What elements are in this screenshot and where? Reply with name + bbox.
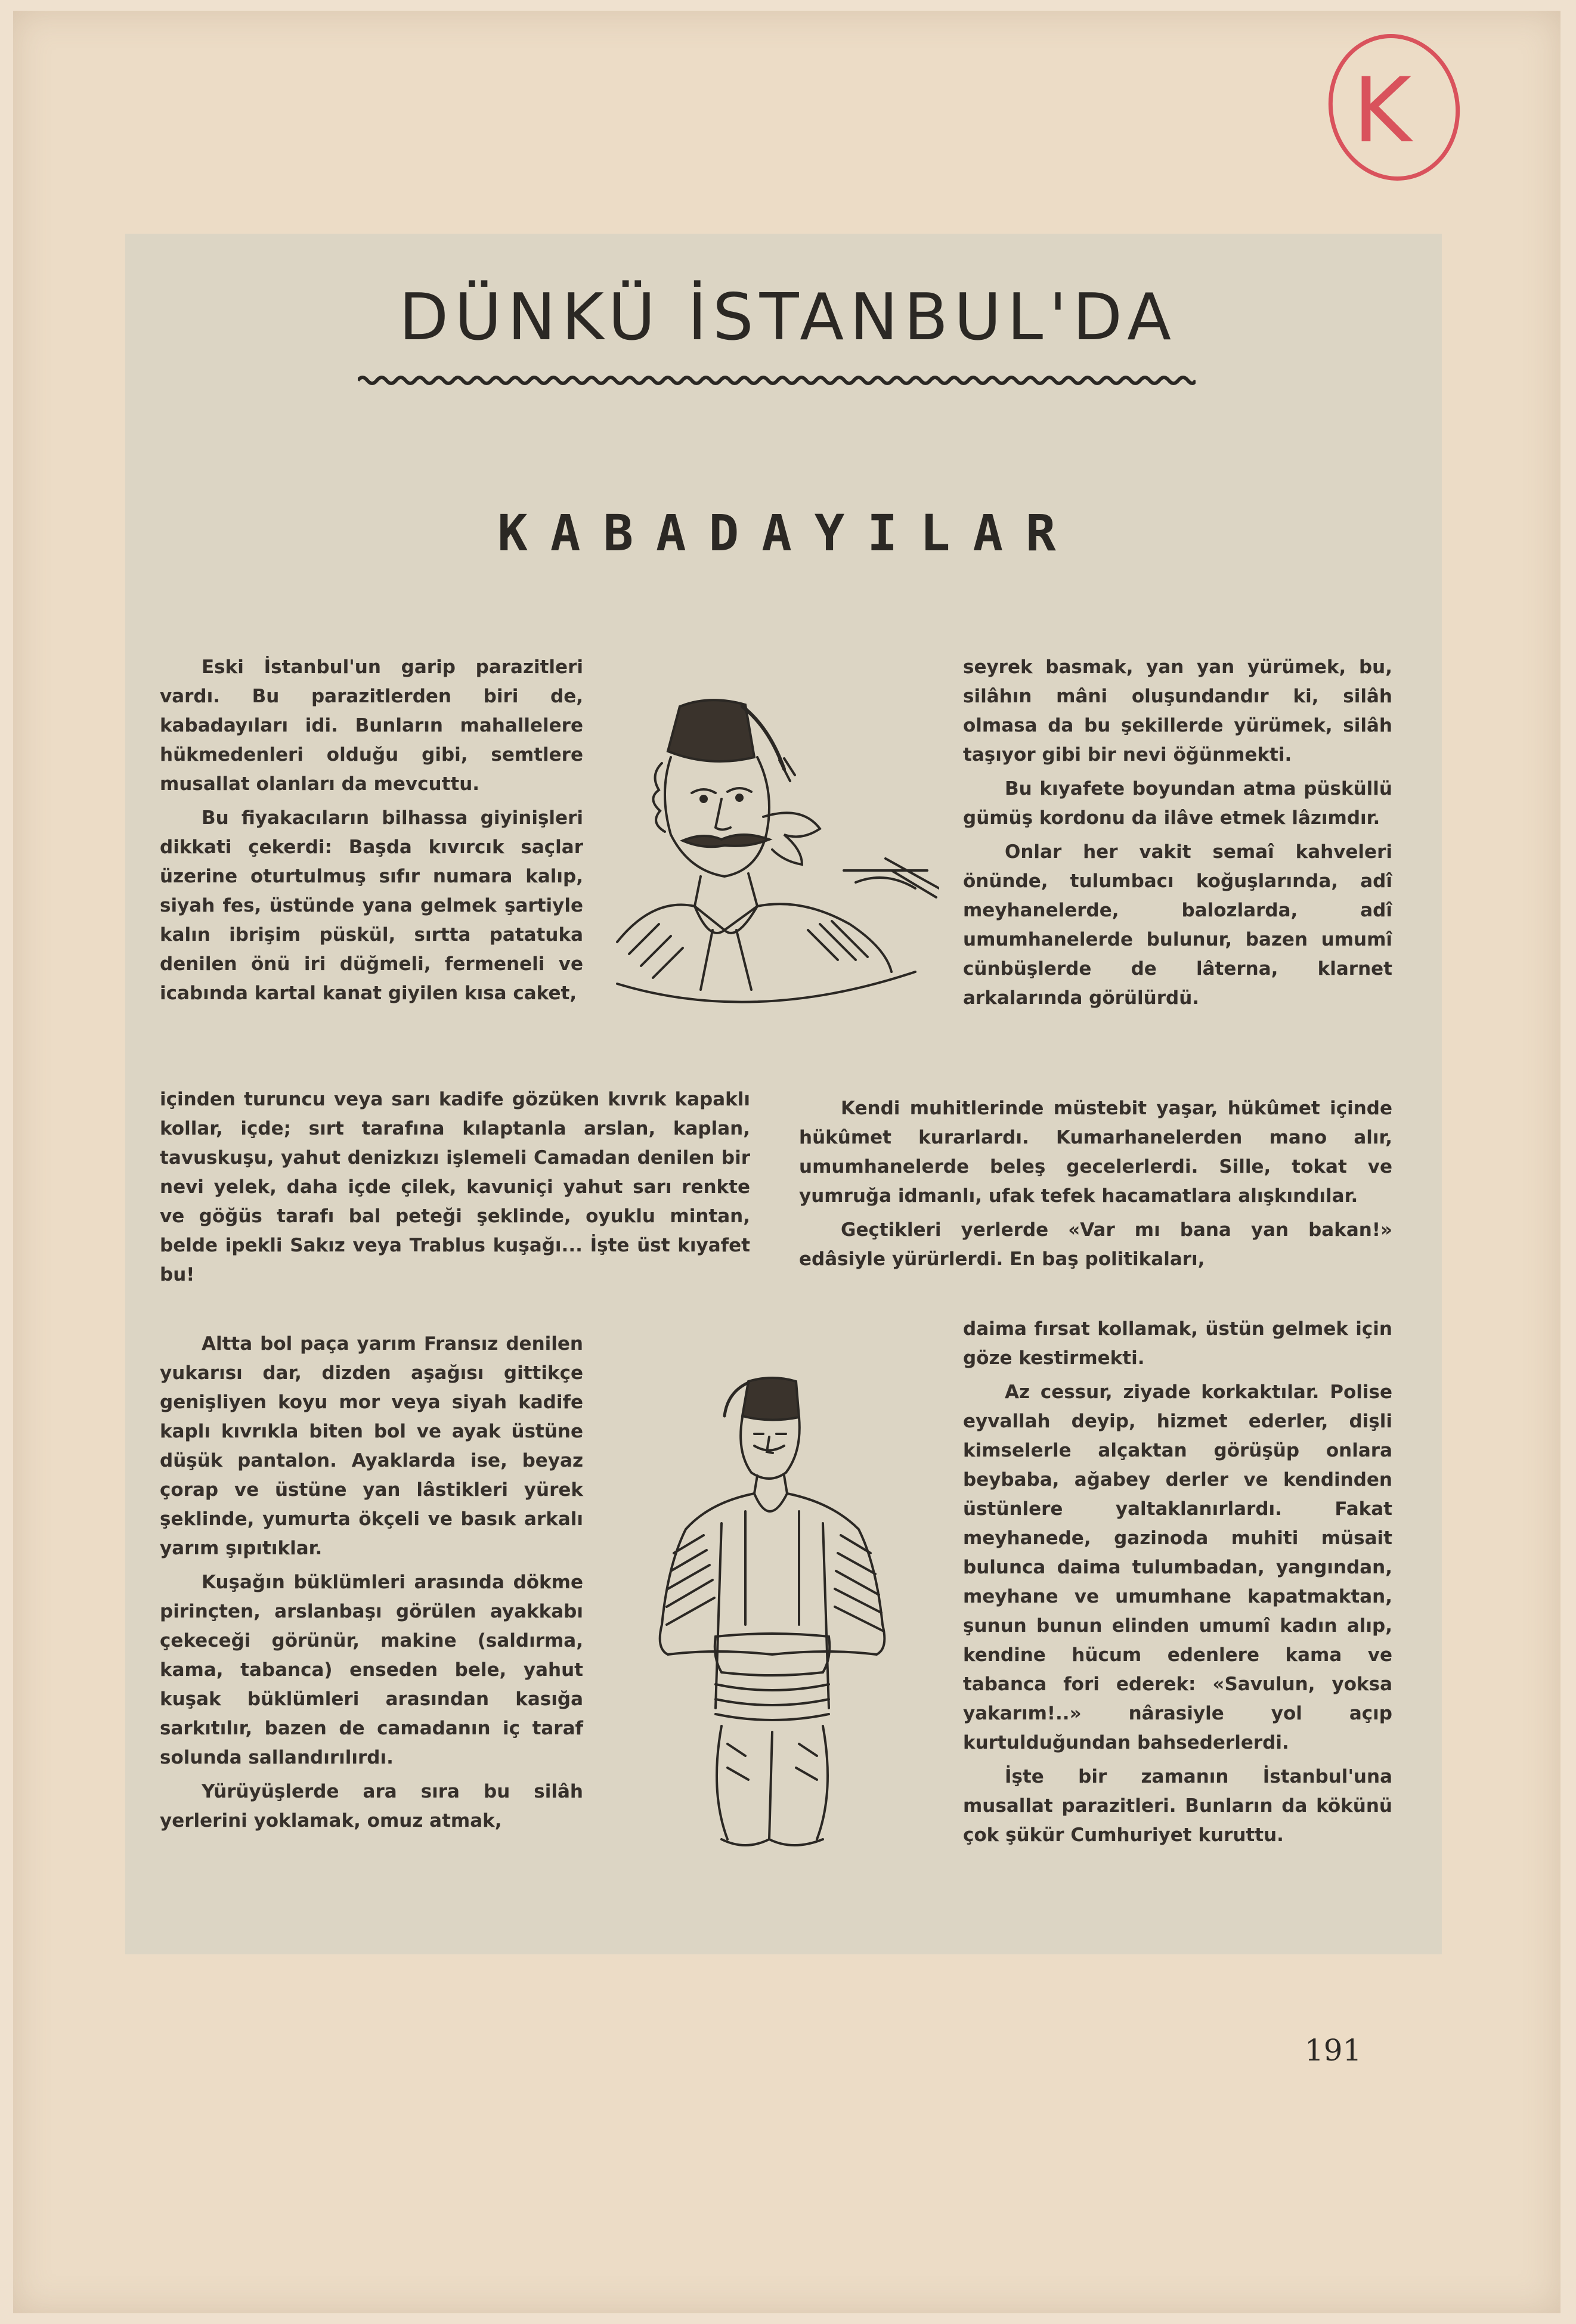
paragraph: daima fırsat kollamak, üstün gelmek için göze kestirmekti. [963, 1318, 1392, 1369]
paragraph: seyrek basmak, yan yan yürümek, bu, silâhın mâni oluşundandır ki, silâh olmasa da bu şekillerde yürümek, silâh taşıyor gibi bir nevi öğünmekti. [963, 656, 1392, 766]
paragraph: Bu kıyafete boyundan atma püsküllü gümüş kordonu da ilâve etmek lâzımdır. [963, 778, 1392, 829]
paragraph: Az cessur, ziyade korkaktılar. Polise eyvallah deyip, hizmet ederler, dişli kimselerle alçaktan görüşüp onlara beybaba, ağabey derler ve kendinden üstünlere yaltaklanırlardı. Fakat meyhanede, gazinoda muhiti müsait bulunca daima tulumbadan, yangından, meyhane ve umumhane kapatmaktan, şunun bunun elinden umumî kadın alıp, kendine hücum edenlere kama ve tabanca fori ederek: «Savulun, yoksa yakarım!..» nârasiyle yol açıp kurtulduğundan bahsederlerdi. [963, 1381, 1392, 1753]
paragraph: Onlar her vakit semaî kahveleri önünde, tulumbacı koğuşlarında, adî meyhanelerde, balozlarda, adî umumhanelerde bulunur, bazen umumî cünbüşlerde de lâterna, klarnet arkalarında görülürdü. [963, 841, 1392, 1009]
page-number: 191 [1305, 2033, 1362, 2068]
article-subtitle: KABADAYILAR [497, 504, 1079, 562]
paragraph: Kuşağın büklümleri arasında dökme pirinçten, arslanbaşı görülen ayakkabı çekeceği görünür, makine (saldırma, kama, tabanca) enseden bele, yahut kuşak büklümleri arasından kasığa sarkıtılır, bazen de camadanın iç taraf solunda sallandırılırdı. [160, 1572, 583, 1768]
paragraph: Geçtikleri yerlerde «Var mı bana yan bakan!» edâsiyle yürürlerdi. En baş politikaları, [799, 1219, 1392, 1270]
paragraph: Eski İstanbul'un garip parazitleri vardı. Bu parazitlerden biri de, kabadayıları idi. Bunların mahallelere hükmedenleri olduğu gibi, semtlere musallat olanları da mevcuttu. [160, 656, 583, 795]
paragraph: Kendi muhitlerinde müstebit yaşar, hükûmet içinde hükûmet kurarlardı. Kumarhanelerden mano alır, umumhanelerde beleş gecelerlerdi. Sille, tokat ve yumruğa idmanlı, ufak tefek hacamatlara alışkındılar. [799, 1098, 1392, 1207]
stamp-letter: K [1352, 59, 1412, 163]
paragraph: Yürüyüşlerde ara sıra bu silâh yerlerini yoklamak, omuz atmak, [160, 1781, 583, 1832]
article-column-right-wide [799, 1094, 1392, 1274]
standing-kabadayi-illustration [626, 1374, 930, 1887]
article-column-right-bottom [963, 1315, 1392, 1850]
paragraph: Altta bol paça yarım Fransız denilen yukarısı dar, dizden aşağısı gittikçe genişliyen koyu mor veya siyah kadife kaplı kıvrıkla biten bol ve ayak üstüne düşük pantalon. Ayaklarda ise, beyaz çorap ve üstüne yan lâstikleri yürek şeklinde, yumurta ökçeli ve basık arkalı yarım şıpıtıklar. [160, 1333, 583, 1559]
article-column-left-top [160, 653, 583, 1008]
paragraph: Bu fiyakacıların bilhassa giyinişleri dikkati çekerdi: Başda kıvırcık saçlar üzerine oturtulmuş sıfır numara kalıp, siyah fes, üstünde yana gelmek şartiyle kalın ibrişim püskül, sırtta patatuka denilen önü iri düğmeli, fermeneli ve icabında kartal kanat giyilen kısa caket, [160, 807, 583, 1004]
article-column-right-top [963, 653, 1392, 1013]
decorative-wavy-rule [358, 374, 1196, 386]
article-column-left-wide [160, 1085, 750, 1290]
kabadayi-portrait-illustration [605, 692, 939, 1046]
article-column-left-bottom [160, 1330, 583, 1836]
paragraph: İşte bir zamanın İstanbul'una musallat parazitleri. Bunların da kökünü çok şükür Cumhuriyet kuruttu. [963, 1766, 1392, 1846]
paragraph: içinden turuncu veya sarı kadife gözüken kıvrık kapaklı kollar, içde; sırt tarafına kılaptanla arslan, kaplan, tavuskuşu, yahut denizkızı işlemeli Camadan denilen bir nevi yelek, daha içde çilek, kavuniçi yahut sarı renkte ve göğüs tarafı bal peteği şeklinde, oyuklu mintan, belde ipekli Sakız veya Trablus kuşağı... İşte üst kıyafet bu! [160, 1089, 750, 1285]
red-k-stamp [1323, 25, 1469, 192]
page-title: DÜNKÜ İSTANBUL'DA [398, 280, 1178, 355]
